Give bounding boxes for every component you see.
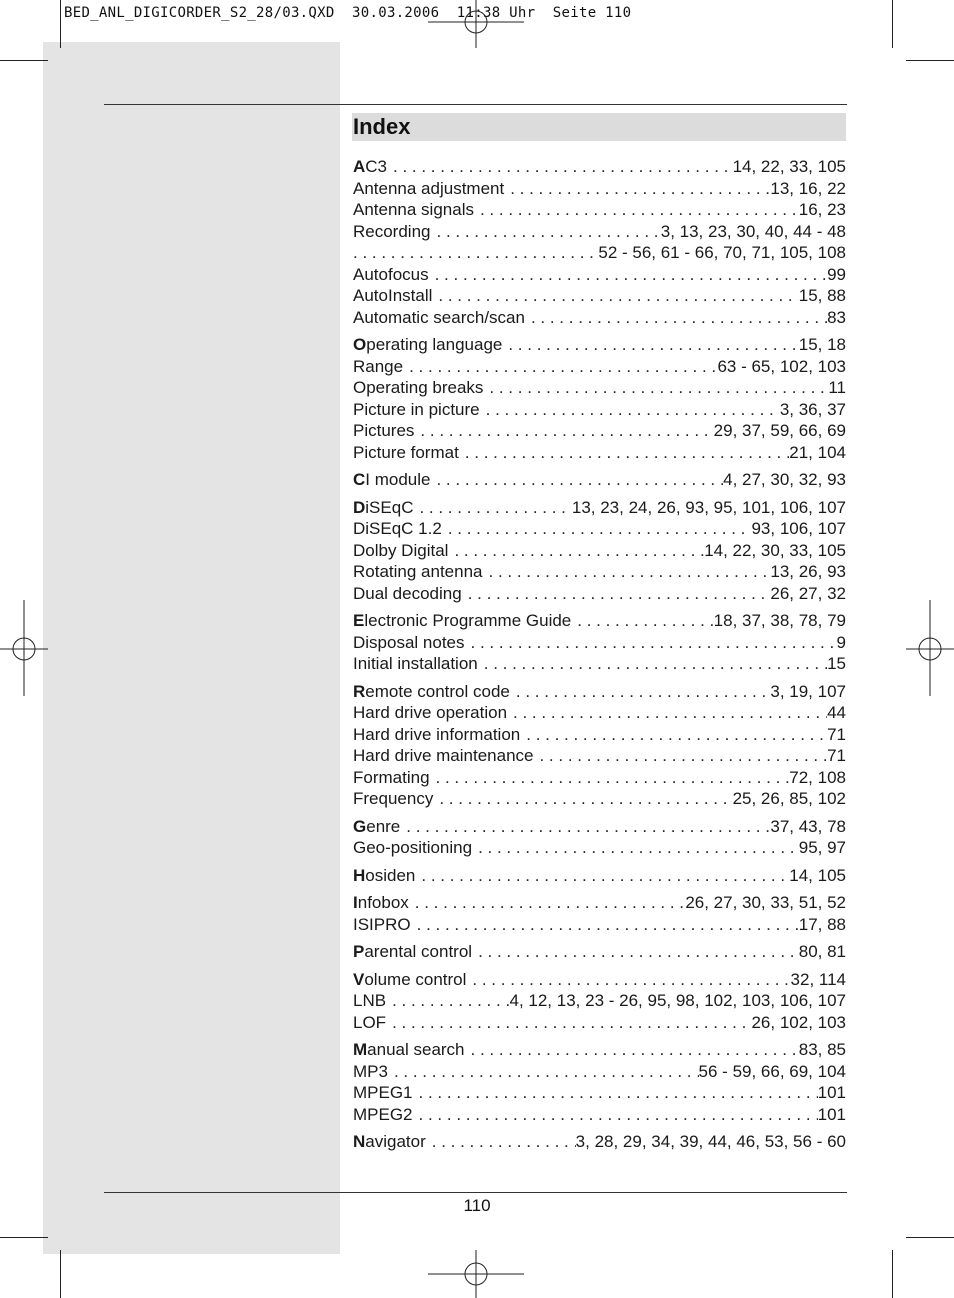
dot-leader — [472, 969, 790, 991]
dot-leader — [353, 242, 598, 264]
index-term — [353, 377, 489, 399]
index-term — [353, 632, 471, 654]
index-group — [353, 969, 846, 1034]
index-term — [353, 1104, 419, 1126]
index-pages: 21, 104 — [789, 442, 846, 462]
crop-mark — [0, 1237, 48, 1238]
index-term — [353, 518, 448, 540]
index-entry — [353, 969, 846, 991]
index-term-text: perating language — [366, 335, 503, 354]
index-entry — [353, 724, 846, 746]
index-term-text: Hard drive information — [353, 724, 521, 744]
dot-leader — [468, 583, 771, 605]
index-term — [353, 681, 516, 703]
index-term-text: AutoInstall — [353, 286, 433, 305]
index-pages: 14, 22, 33, 105 — [732, 157, 846, 176]
index-entry — [353, 610, 846, 632]
index-entries — [353, 156, 846, 1159]
index-initial-letter: V — [353, 969, 365, 989]
dot-leader — [439, 788, 732, 810]
index-entry — [353, 816, 846, 838]
index-term — [353, 1082, 419, 1104]
index-entry — [353, 583, 846, 605]
registration-mark-icon — [428, 1250, 524, 1298]
index-initial-letter: I — [353, 893, 358, 912]
dot-leader — [454, 540, 704, 562]
index-term-text: olume control — [364, 969, 467, 989]
index-entry — [353, 865, 846, 887]
index-term-text: Autofocus — [353, 264, 429, 284]
index-term-text: avigator — [365, 1132, 426, 1151]
index-term-text: Hard drive maintenance — [353, 746, 534, 765]
crop-mark — [892, 0, 893, 48]
index-term — [353, 865, 421, 887]
margin-strip — [43, 42, 340, 1254]
index-entry — [353, 242, 846, 264]
index-term — [353, 199, 480, 221]
index-entry — [353, 745, 846, 767]
index-entry — [353, 540, 846, 562]
index-term — [353, 561, 489, 583]
index-term — [353, 442, 465, 464]
index-term-text: anual search — [367, 1040, 465, 1059]
dot-leader — [526, 724, 827, 746]
index-pages: 9 — [836, 632, 846, 652]
index-term — [353, 892, 415, 914]
dot-leader — [406, 816, 770, 838]
index-term-text: Disposal notes — [353, 632, 465, 652]
index-pages: 18, 37, 38, 78, 79 — [713, 611, 846, 630]
index-entry — [353, 199, 846, 221]
index-term-text: C3 — [365, 157, 388, 176]
index-entry — [353, 892, 846, 914]
index-entry — [353, 285, 846, 307]
index-pages: 16, 23 — [798, 200, 846, 219]
index-group — [353, 1039, 846, 1125]
crop-mark — [60, 1250, 61, 1298]
dot-leader — [435, 264, 827, 286]
index-term-text: DiSEqC 1.2 — [353, 519, 442, 538]
index-term-text: ISIPRO — [353, 914, 411, 934]
index-pages: 93, 106, 107 — [751, 519, 846, 538]
dot-leader — [417, 914, 799, 936]
index-term — [353, 420, 420, 442]
index-pages: 52 - 56, 61 - 66, 70, 71, 105, 108 — [598, 243, 846, 262]
registration-mark-icon — [906, 600, 954, 696]
dot-leader — [436, 469, 723, 491]
index-pages: 14, 105 — [789, 865, 846, 885]
index-term-text: Initial installation — [353, 654, 478, 673]
dot-leader — [393, 156, 733, 178]
index-entry — [353, 1061, 846, 1083]
index-entry — [353, 653, 846, 675]
index-pages: 15, 88 — [798, 286, 846, 305]
index-term — [353, 469, 436, 491]
dot-leader — [438, 285, 798, 307]
index-initial-letter: D — [353, 497, 366, 517]
index-term — [353, 969, 472, 991]
index-term — [353, 914, 417, 936]
index-term-text: Antenna signals — [353, 200, 474, 219]
index-term-text: lectronic Programme Guide — [364, 611, 572, 630]
index-group — [353, 497, 846, 605]
dot-leader — [539, 745, 827, 767]
index-term-text: osiden — [365, 865, 416, 885]
index-entry — [353, 941, 846, 963]
index-entry — [353, 497, 846, 519]
index-entry — [353, 837, 846, 859]
index-term-text: Geo-positioning — [353, 838, 473, 857]
dot-leader — [478, 837, 799, 859]
index-term-text: I module — [365, 470, 431, 489]
index-term-text: Antenna adjustment — [353, 178, 505, 198]
crop-mark — [60, 0, 61, 48]
index-pages: 71 — [827, 724, 846, 744]
index-entry — [353, 469, 846, 491]
index-term-text: Pictures — [353, 421, 415, 440]
footer-rule — [104, 1192, 847, 1193]
index-pages: 56 - 59, 66, 69, 104 — [698, 1061, 846, 1081]
index-term — [353, 990, 392, 1012]
index-pages: 14, 22, 30, 33, 105 — [704, 540, 846, 560]
index-pages: 13, 16, 22 — [770, 178, 846, 198]
dot-leader — [415, 892, 686, 914]
index-term — [353, 178, 510, 200]
index-entry — [353, 178, 846, 200]
registration-mark-icon — [428, 0, 524, 48]
dot-leader — [510, 178, 770, 200]
index-pages: 37, 43, 78 — [770, 816, 846, 836]
index-initial-letter: H — [353, 865, 366, 885]
index-term — [353, 285, 438, 307]
index-group — [353, 681, 846, 810]
index-term — [353, 1012, 392, 1034]
index-pages: 13, 23, 24, 26, 93, 95, 101, 106, 107 — [571, 497, 846, 517]
index-group — [353, 892, 846, 935]
dot-leader — [480, 199, 799, 221]
index-group — [353, 610, 846, 675]
index-term — [353, 1131, 432, 1153]
index-term — [353, 583, 468, 605]
index-term-text: MP3 — [353, 1061, 388, 1081]
dot-leader — [471, 632, 837, 654]
index-entry — [353, 356, 846, 378]
index-term — [353, 221, 437, 243]
index-pages: 72, 108 — [789, 767, 846, 787]
crop-mark — [0, 60, 48, 61]
index-entry — [353, 1082, 846, 1104]
index-term-text: Rotating antenna — [353, 562, 483, 581]
index-entry — [353, 561, 846, 583]
index-term — [353, 264, 435, 286]
index-term-text: Picture in picture — [353, 399, 480, 419]
index-initial-letter: O — [353, 335, 367, 354]
index-pages: 3, 13, 23, 30, 40, 44 - 48 — [660, 221, 846, 241]
index-initial-letter: C — [353, 470, 366, 489]
index-pages: 83 — [827, 307, 846, 327]
index-term — [353, 356, 409, 378]
index-entry — [353, 221, 846, 243]
index-pages: 3, 19, 107 — [770, 681, 846, 701]
index-pages: 32, 114 — [790, 969, 846, 989]
index-entry — [353, 632, 846, 654]
dot-leader — [489, 561, 771, 583]
index-pages: 99 — [827, 264, 846, 284]
page-title: Index — [353, 114, 411, 139]
index-pages: 15 — [827, 654, 846, 673]
dot-leader — [577, 610, 713, 632]
index-term — [353, 307, 531, 329]
index-term — [353, 334, 508, 356]
index-initial-letter: A — [353, 157, 366, 176]
index-entry — [353, 788, 846, 810]
index-term-text: Formating — [353, 767, 430, 787]
index-term-text: Range — [353, 356, 404, 376]
dot-leader — [419, 1104, 818, 1126]
index-entry — [353, 767, 846, 789]
index-pages: 3, 36, 37 — [779, 399, 846, 419]
index-term-text: Hard drive operation — [353, 703, 508, 722]
dot-leader — [432, 1131, 576, 1153]
crop-mark — [906, 60, 954, 61]
dot-leader — [392, 990, 509, 1012]
index-pages: 83, 85 — [798, 1040, 846, 1059]
dot-leader — [465, 442, 789, 464]
index-pages: 15, 18 — [798, 335, 846, 354]
index-group — [353, 941, 846, 963]
index-group — [353, 816, 846, 859]
index-term-text: Picture format — [353, 442, 459, 462]
dot-leader — [484, 653, 827, 675]
index-initial-letter: M — [353, 1040, 368, 1059]
index-pages: 13, 26, 93 — [770, 562, 846, 581]
index-initial-letter: R — [353, 681, 366, 701]
print-slug-line: BED_ANL_DIGICORDER_S2_28/03.QXD 30.03.2006 11:38 Uhr Seite 110 — [64, 5, 632, 21]
index-pages: 95, 97 — [798, 838, 846, 857]
index-entry — [353, 442, 846, 464]
index-term — [353, 497, 419, 519]
index-pages: 101 — [817, 1104, 846, 1124]
index-entry — [353, 681, 846, 703]
dot-leader — [489, 377, 828, 399]
index-initial-letter: E — [353, 611, 365, 630]
index-pages: 26, 27, 32 — [770, 583, 846, 603]
registration-mark-icon — [0, 600, 48, 696]
index-pages: 71 — [827, 746, 846, 765]
index-title-bar — [352, 113, 846, 141]
index-entry — [353, 307, 846, 329]
index-term — [353, 837, 478, 859]
dot-leader — [392, 1012, 751, 1034]
index-group — [353, 334, 846, 463]
index-pages: 17, 88 — [798, 914, 846, 934]
index-term — [353, 653, 484, 675]
dot-leader — [437, 221, 661, 243]
index-group — [353, 1131, 846, 1153]
dot-leader — [471, 1039, 799, 1061]
dot-leader — [394, 1061, 699, 1083]
index-term — [353, 816, 406, 838]
index-entry — [353, 264, 846, 286]
index-pages: 101 — [817, 1083, 846, 1102]
index-term-text: nfobox — [357, 893, 409, 912]
index-term-text: Automatic search/scan — [353, 307, 525, 327]
dot-leader — [409, 356, 717, 378]
index-term — [353, 745, 539, 767]
index-pages: 3, 28, 29, 34, 39, 44, 46, 53, 56 - 60 — [575, 1132, 846, 1151]
dot-leader — [516, 681, 771, 703]
dot-leader — [531, 307, 827, 329]
index-term-text: arental control — [364, 942, 473, 961]
index-term-text: emote control code — [365, 681, 510, 701]
crop-mark — [892, 1250, 893, 1298]
page-number: 110 — [463, 1196, 491, 1215]
index-term — [353, 941, 478, 963]
dot-leader — [436, 767, 790, 789]
index-pages: 25, 26, 85, 102 — [732, 789, 846, 808]
index-group — [353, 865, 846, 887]
index-entry — [353, 156, 846, 178]
index-entry — [353, 518, 846, 540]
index-initial-letter: N — [353, 1132, 366, 1151]
index-term-text: Dolby Digital — [353, 540, 449, 560]
index-pages: 80, 81 — [798, 942, 846, 961]
dot-leader — [421, 865, 789, 887]
index-entry — [353, 1039, 846, 1061]
index-entry — [353, 399, 846, 421]
index-group — [353, 469, 846, 491]
index-pages: 26, 102, 103 — [751, 1012, 846, 1032]
index-entry — [353, 702, 846, 724]
index-term-text: Recording — [353, 221, 431, 241]
dot-leader — [420, 420, 713, 442]
index-term-text: LNB — [353, 991, 387, 1010]
index-term — [353, 1061, 394, 1083]
crop-mark — [906, 1237, 954, 1238]
index-term — [353, 702, 513, 724]
index-term-text: MPEG1 — [353, 1083, 413, 1102]
dot-leader — [486, 399, 780, 421]
dot-leader — [508, 334, 798, 356]
index-entry — [353, 377, 846, 399]
index-entry — [353, 914, 846, 936]
dot-leader — [419, 1082, 818, 1104]
index-initial-letter: P — [353, 942, 365, 961]
index-pages: 44 — [827, 703, 846, 722]
index-term-text: Dual decoding — [353, 583, 462, 603]
index-term — [353, 540, 454, 562]
index-pages: 4, 12, 13, 23 - 26, 95, 98, 102, 103, 106, 107 — [509, 991, 846, 1010]
dot-leader — [513, 702, 827, 724]
index-pages: 4, 27, 30, 32, 93 — [723, 470, 846, 489]
index-term — [353, 724, 526, 746]
dot-leader — [478, 941, 799, 963]
index-pages: 11 — [828, 378, 846, 397]
index-pages: 29, 37, 59, 66, 69 — [713, 421, 846, 440]
index-term-text: enre — [366, 816, 401, 836]
index-term — [353, 767, 436, 789]
index-initial-letter: G — [353, 816, 367, 836]
index-term — [353, 156, 393, 178]
index-pages: 26, 27, 30, 33, 51, 52 — [685, 893, 846, 912]
index-entry — [353, 1131, 846, 1153]
header-rule — [104, 104, 847, 105]
index-term — [353, 399, 486, 421]
index-term — [353, 788, 439, 810]
index-group — [353, 156, 846, 328]
index-term — [353, 610, 577, 632]
index-pages: 63 - 65, 102, 103 — [717, 356, 846, 376]
index-term-text: MPEG2 — [353, 1104, 413, 1124]
index-term — [353, 1039, 471, 1061]
index-entry — [353, 334, 846, 356]
index-term-text: Frequency — [353, 789, 434, 808]
index-term-text: LOF — [353, 1012, 387, 1032]
dot-leader — [419, 497, 571, 519]
index-term-text: iSEqC — [365, 497, 414, 517]
index-entry — [353, 1104, 846, 1126]
index-entry — [353, 990, 846, 1012]
index-term-text: Operating breaks — [353, 378, 484, 397]
index-entry — [353, 1012, 846, 1034]
index-entry — [353, 420, 846, 442]
dot-leader — [448, 518, 752, 540]
